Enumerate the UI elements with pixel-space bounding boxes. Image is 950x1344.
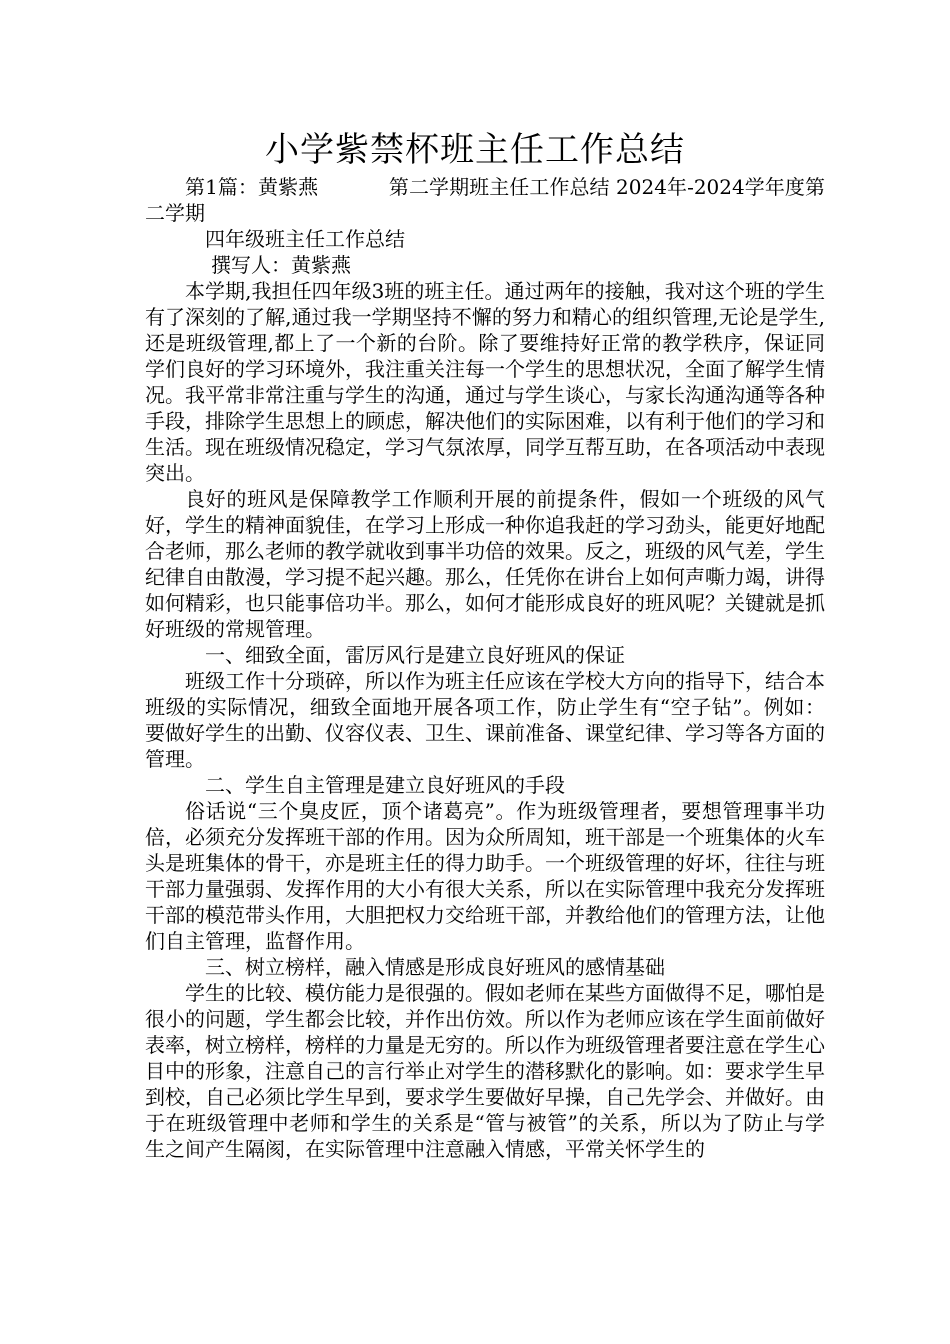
- paragraph-section-1: 班级工作十分琐碎，所以作为班主任应该在学校大方向的指导下，结合本班级的实际情况，细致全面地开展各项工作，防止学生有“空子钻”。例如：要做好学生的出勤、仪容仪表、卫生、课前准备、课堂纪律、学习等各方面的管理。: [145, 669, 825, 771]
- paragraph-intro: 本学期,我担任四年级3班的班主任。通过两年的接触，我对这个班的学生有了深刻的了解,通过我一学期坚持不懈的努力和精心的组织管理,无论是学生,还是班级管理,都上了一个新的台阶。除了要维持好正常的教学秩序，保证同学们良好的学习环境外，我注重关注每一个学生的思想状况，全面了解学生情况。我平常非常注重与学生的沟通，通过与学生谈心，与家长沟通沟通等各种手段，排除学生思想上的顾虑，解决他们的实际困难，以有利于他们的学习和生活。现在班级情况稳定，学习气氛浓厚，同学互帮互助，在各项活动中表现突出。: [145, 279, 825, 485]
- paragraph-section-3: 学生的比较、模仿能力是很强的。假如老师在某些方面做得不足，哪怕是很小的问题，学生都会比较，并作出仿效。所以作为老师应该在学生面前做好表率，树立榜样，榜样的力量是无穷的。所以作为班级管理者要注意在学生心目中的形象，注意自己的言行举止对学生的潜移默化的影响。如：要求学生早到校，自己必须比学生早到，要求学生要做好早操，自己先学会、并做好。由于在班级管理中老师和学生的关系是“管与被管”的关系，所以为了防止与学生之间产生隔阂，在实际管理中注意融入情感，平常关怀学生的: [145, 981, 825, 1161]
- section-heading-2: 二、学生自主管理是建立良好班风的手段: [205, 773, 565, 797]
- section-heading-3: 三、树立榜样，融入情感是形成良好班风的感情基础: [205, 955, 665, 979]
- section-heading-1: 一、细致全面，雷厉风行是建立良好班风的保证: [205, 643, 625, 667]
- document-body: [145, 174, 825, 1162]
- paragraph-section-2: 俗话说“三个臭皮匠，顶个诸葛亮”。作为班级管理者，要想管理事半功倍，必须充分发挥班干部的作用。因为众所周知，班干部是一个班集体的火车头是班集体的骨干，亦是班主任的得力助手。一个班级管理的好坏，往往与班干部力量强弱、发挥作用的大小有很大关系，所以在实际管理中我充分发挥班干部的模范带头作用，大胆把权力交给班干部，并教给他们的管理方法，让他们自主管理，监督作用。: [145, 799, 825, 953]
- header-text: 第二学期班主任工作总结 2024年-2024学年度第二学期: [145, 175, 825, 225]
- meta-line: [145, 174, 825, 226]
- paragraph-class-spirit: 良好的班风是保障教学工作顺利开展的前提条件，假如一个班级的风气好，学生的精神面貌佳，在学习上形成一种你追我赶的学习劲头，能更好地配合老师，那么老师的教学就收到事半功倍的效果。反之，班级的风气差，学生纪律自由散漫，学习提不起兴趣。那么，任凭你在讲台上如何声嘶力竭，讲得如何精彩，也只能事倍功半。那么，如何才能形成良好的班风呢？关键就是抓好班级的常规管理。: [145, 487, 825, 641]
- author-line: 撰写人：黄紫燕: [211, 253, 351, 277]
- subtitle: 四年级班主任工作总结: [205, 227, 405, 251]
- article-label: 第1篇：黄紫燕: [185, 175, 319, 199]
- document-title: 小学紫禁杯班主任工作总结: [265, 130, 685, 170]
